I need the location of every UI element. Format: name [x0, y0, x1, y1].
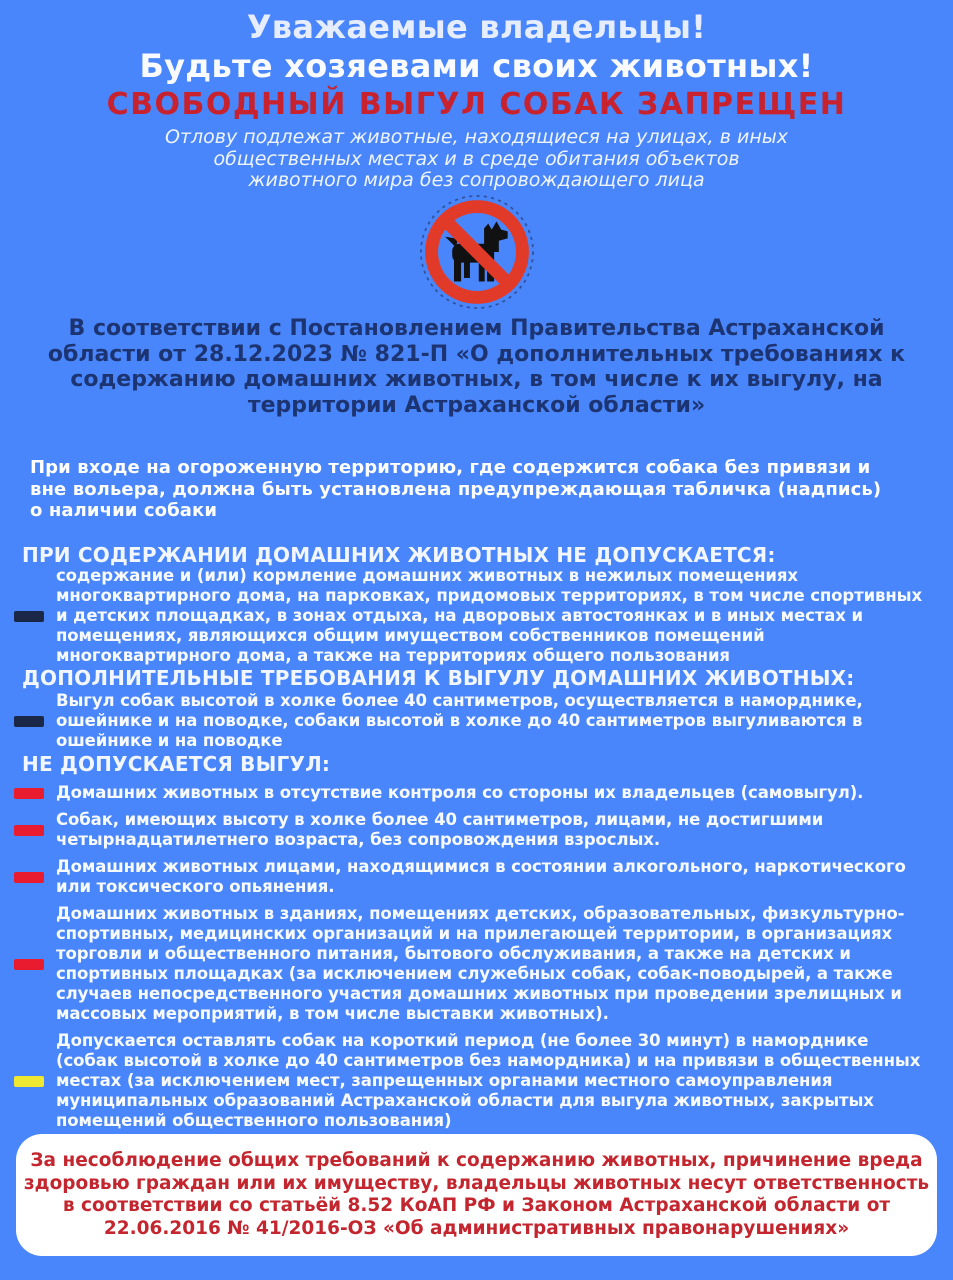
bullet-item: [14, 1031, 930, 1131]
icon-container: [0, 193, 953, 311]
decree-line: области от 28.12.2023 № 821-П «О дополнительных требованиях к: [47, 341, 906, 367]
poster-alert-title: СВОБОДНЫЙ ВЫГУЛ СОБАК ЗАПРЕЩЕН: [106, 87, 847, 122]
bullet-dash-icon: [14, 716, 44, 727]
bullet-dash-icon: [14, 1076, 44, 1087]
catch-notice-line: Отлову подлежат животные, находящиеся на улицах, в иных: [164, 126, 789, 148]
liability-line: За несоблюдение общих требований к содержанию животных, причинение вреда: [30, 1150, 923, 1171]
catch-notice-text: [0, 127, 953, 192]
decree-line: содержанию домашних животных, в том числе к их выгулу, на: [70, 367, 883, 392]
decree-reference-text: [37, 316, 917, 418]
section-heading-walking-prohibited: НЕ ДОПУСКАЕТСЯ ВЫГУЛ:: [22, 752, 331, 776]
bullet-text: Домашних животных в зданиях, помещениях детских, образовательных, физкультурно-спортивных, медицинских организаций и на прилегающей территории, в организациях торговли и общественного питания, бытового обслуживания, а также на детских и спортивных площадках (за исключением служебных собак, собак-поводырей, а также случаев непосредственного участия домашних животных при проведении зрелищных и массовых мероприятий, в том числе выставки животных).: [56, 904, 905, 1023]
liability-line: в соответствии со статьёй 8.52 КоАП РФ и Законом Астраханской области от: [62, 1195, 891, 1216]
decree-line: территории Астраханской области»: [247, 392, 706, 418]
bullet-text: Собак, имеющих высоту в холке более 40 сантиметров, лицами, не достигшими четырнадцатилетнего возраста, без сопровождения взрослых.: [56, 810, 824, 849]
bullet-dash-icon: [14, 872, 44, 883]
no-dogs-icon: [418, 193, 536, 311]
bullet-dash-icon: [14, 959, 44, 970]
bullet-text: Домашних животных лицами, находящимися в состоянии алкогольного, наркотического или токсического опьянения.: [56, 857, 906, 896]
bullet-text: Выгул собак высотой в холке более 40 сантиметров, осуществляется в наморднике, ошейнике и на поводке, собаки высотой в холке до 40 сантиметров выгуливаются в ошейнике и на поводке: [56, 691, 863, 750]
bullet-item: [14, 566, 926, 666]
bullet-item: [14, 904, 930, 1024]
entry-warning-sign-notice: При входе на огороженную территорию, где содержится собака без привязи и вне вольера, должна быть установлена предупреждающая табличка (надпись) о наличии собаки: [30, 457, 882, 521]
prohibited-walking-list: [14, 783, 930, 1131]
bullet-text: Домашних животных в отсутствие контроля со стороны их владельцев (самовыгул).: [56, 783, 864, 802]
catch-notice-line: общественных местах и в среде обитания объектов: [213, 147, 740, 170]
poster-title-line2: Будьте хозяевами своих животных!: [139, 47, 814, 85]
bullet-item: [14, 810, 930, 850]
section-heading-additional-requirements: ДОПОЛНИТЕЛЬНЫЕ ТРЕБОВАНИЯ К ВЫГУЛУ ДОМАШНИХ ЖИВОТНЫХ:: [22, 666, 855, 690]
section-heading-keeping: ПРИ СОДЕРЖАНИИ ДОМАШНИХ ЖИВОТНЫХ НЕ ДОПУСКАЕТСЯ:: [22, 543, 776, 567]
bullet-text: Допускается оставлять собак на короткий период (не более 30 минут) в наморднике (собак высотой в холке до 40 сантиметров без намордника) и на привязи в общественных местах (за исключением мест, запрещенных органами местного самоуправления муниципальных образований Астраханской области для выгула животных, закрытых помещений общественного пользования): [56, 1031, 921, 1130]
catch-notice-line: животного мира без сопровождающего лица: [248, 169, 705, 191]
bullet-item: [14, 783, 930, 803]
poster-title-line1: Уважаемые владельцы!: [246, 8, 707, 46]
bullet-item: [14, 691, 926, 751]
bullet-dash-icon: [14, 788, 44, 799]
bullet-dash-icon: [14, 825, 44, 836]
liability-line: здоровью граждан или их имуществу, владельцы животных несут ответственность: [23, 1172, 930, 1194]
decree-line: В соответствии с Постановлением Правительства Астраханской: [68, 316, 885, 341]
bullet-text: содержание и (или) кормление домашних животных в нежилых помещениях многоквартирного дома, на парковках, придомовых территориях, в том числе спортивных и детских площадках, в зонах отдыха, на дворовых автостоянках и в иных местах и помещениях, являющихся общим имуществом собственников помещений многоквартирного дома, а также на территориях общего пользования: [56, 566, 923, 665]
liability-line: 22.06.2016 № 41/2016-ОЗ «Об административных правонарушениях»: [103, 1217, 850, 1239]
liability-notice-box: [16, 1134, 937, 1256]
bullet-item: [14, 857, 930, 897]
bullet-dash-icon: [14, 611, 44, 622]
